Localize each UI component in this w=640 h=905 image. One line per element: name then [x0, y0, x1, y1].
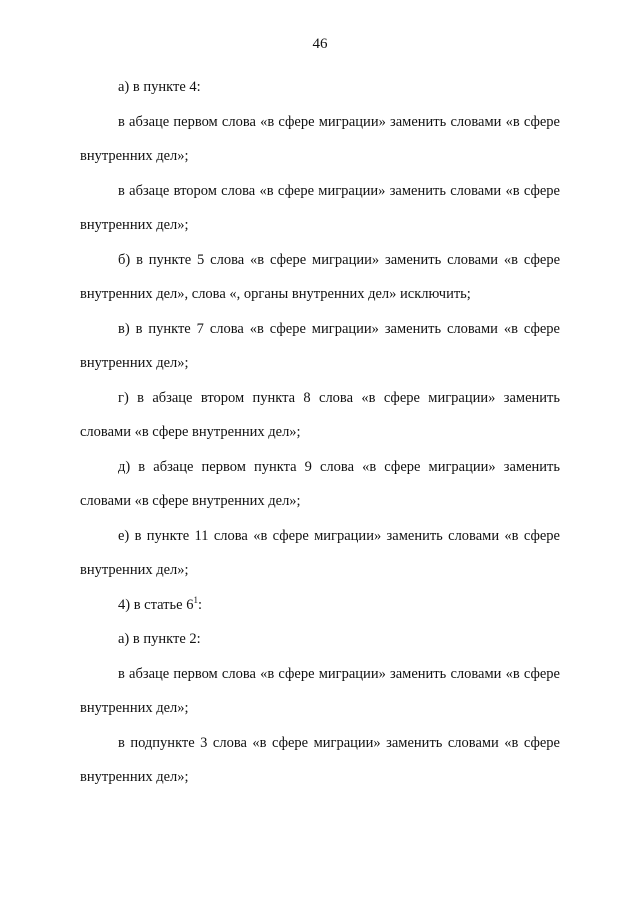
paragraph-second-abzac: в абзаце втором слова «в сфере миграции» заменить словами «в сфере внутренних дел»;: [80, 182, 560, 233]
paragraph-b-point-5: б) в пункте 5 слова «в сфере миграции» заменить словами «в сфере внутренних дел», слова «, органы внутренних дел» исключить;: [80, 251, 560, 302]
paragraph-g-point-8: г) в абзаце втором пункта 8 слова «в сфере миграции» заменить словами «в сфере внутренних дел»;: [80, 389, 560, 440]
article-heading-colon: :: [197, 596, 202, 613]
article-superscript: 1: [193, 594, 198, 605]
paragraph-article-6-1: [80, 588, 560, 623]
paragraph-first-abzac-2: в абзаце первом слова «в сфере миграции» заменить словами «в сфере внутренних дел»;: [80, 665, 560, 716]
page-number: 46: [312, 36, 328, 52]
paragraph-d-point-9: д) в абзаце первом пункта 9 слова «в сфере миграции» заменить словами «в сфере внутренних дел»;: [80, 458, 560, 509]
article-heading-text: 4) в статье 6: [118, 596, 194, 613]
paragraph-subpoint-3: в подпункте 3 слова «в сфере миграции» заменить словами «в сфере внутренних дел»;: [80, 734, 560, 785]
paragraph-first-abzac: в абзаце первом слова «в сфере миграции» заменить словами «в сфере внутренних дел»;: [80, 113, 560, 164]
document-body: [80, 70, 560, 795]
paragraph-e-point-11: е) в пункте 11 слова «в сфере миграции» заменить словами «в сфере внутренних дел»;: [80, 527, 560, 578]
paragraph-a-point-4: а) в пункте 4:: [118, 79, 201, 95]
paragraph-v-point-7: в) в пункте 7 слова «в сфере миграции» заменить словами «в сфере внутренних дел»;: [80, 320, 560, 371]
paragraph-a-point-2: а) в пункте 2:: [118, 631, 201, 647]
